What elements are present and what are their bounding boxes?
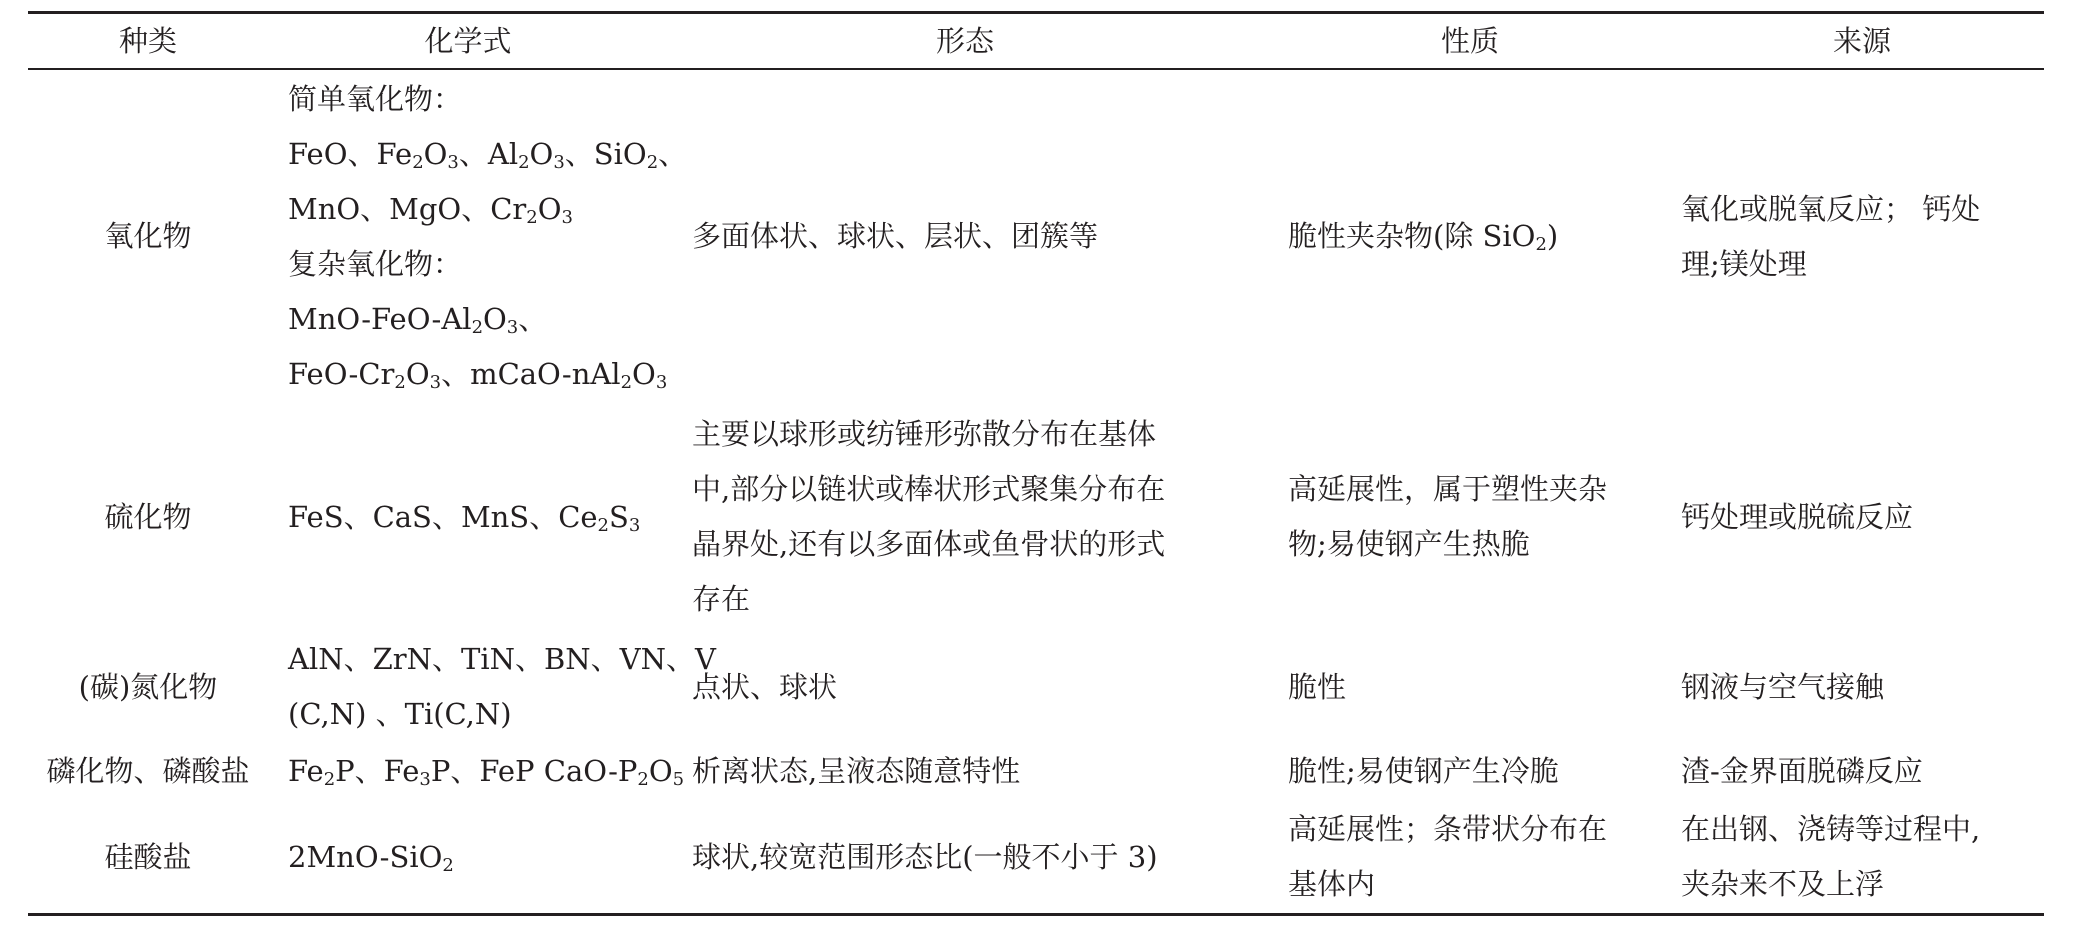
row-morphology: 晶界处,还有以多面体或鱼骨状的形式 — [692, 527, 1166, 561]
row-property: 物;易使钢产生热脆 — [1288, 527, 1530, 561]
row-formula: $Fe_2P$、$Fe_3P$、FeP CaO-$P_2O_5$ — [288, 754, 685, 790]
formula-line: MnO、MgO、$Cr_2O_3$ — [288, 192, 573, 228]
row-morphology: 存在 — [692, 582, 751, 616]
row-morphology: 主要以球形或纺锤形弥散分布在基体 — [692, 417, 1157, 451]
row-property: 脆性 — [1288, 670, 1347, 704]
formula-line: 简单氧化物： — [288, 82, 463, 116]
row-formula: 2MnO-SiO$_2$ — [288, 840, 454, 876]
row-source: 夹杂来不及上浮 — [1681, 867, 1885, 901]
row-kind: 硫化物 — [104, 500, 192, 534]
header-formula: 化学式 — [424, 24, 512, 58]
formula-line: FeO、$Fe_2O_3$、$Al_2O_3$、SiO$_2$、 — [288, 137, 688, 173]
formula-line: FeO-$Cr_2O_3$、mCaO-$nAl_2O_3$ — [288, 357, 668, 393]
table-bottom-rule — [28, 913, 2044, 916]
row-property: 高延展性，属于塑性夹杂 — [1288, 472, 1608, 506]
header-property: 性质 — [1440, 24, 1499, 58]
row-formula: FeS、CaS、MnS、$Ce_2S_3$ — [288, 500, 641, 536]
table-header-rule — [28, 68, 2044, 70]
row-property: 脆性;易使钢产生冷脆 — [1288, 754, 1559, 788]
row-morphology: 中,部分以链状或棒状形式聚集分布在 — [692, 472, 1166, 506]
row-morphology: 球状,较宽范围形态比(一般不小于 3) — [692, 840, 1158, 874]
row-kind: 硅酸盐 — [104, 840, 192, 874]
header-kind: 种类 — [118, 24, 177, 58]
row-morphology: 多面体状、球状、层状、团簇等 — [692, 219, 1099, 253]
row-kind: 磷化物、磷酸盐 — [46, 754, 250, 788]
row-morphology: 点状、球状 — [692, 670, 838, 704]
formula-line: 复杂氧化物： — [288, 247, 463, 281]
row-property: 基体内 — [1288, 867, 1376, 901]
row-source: 渣-金界面脱磷反应 — [1681, 754, 1923, 788]
row-formula: AlN、ZrN、TiN、BN、VN、V — [288, 642, 716, 676]
row-morphology: 析离状态,呈液态随意特性 — [692, 754, 1021, 788]
row-source: 氧化或脱氧反应； 钙处 — [1681, 192, 1981, 226]
row-kind: (碳)氮化物 — [78, 670, 218, 704]
row-property: 脆性夹杂物(除 SiO$_2$) — [1288, 219, 1559, 255]
header-morphology: 形态 — [935, 24, 994, 58]
row-formula: (C,N) 、Ti(C,N) — [288, 697, 512, 731]
formula-line: MnO-$FeO-Al_2O_3$、 — [288, 302, 548, 338]
row-source: 钙处理或脱硫反应 — [1681, 500, 1914, 534]
row-kind: 氧化物 — [104, 219, 192, 253]
row-property: 高延展性；条带状分布在 — [1288, 812, 1608, 846]
header-source: 来源 — [1832, 24, 1891, 58]
row-source: 理;镁处理 — [1681, 247, 1807, 281]
row-source: 钢液与空气接触 — [1681, 670, 1885, 704]
row-source: 在出钢、浇铸等过程中, — [1681, 812, 1981, 846]
